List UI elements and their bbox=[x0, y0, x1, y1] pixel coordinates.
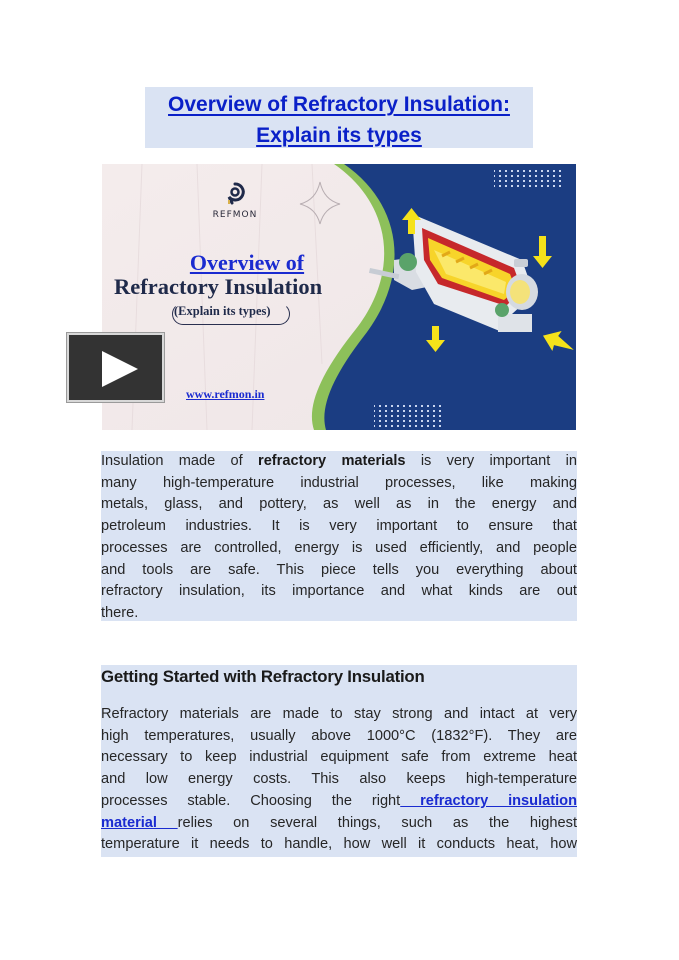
intro-line: many high-temperature industrial processes, like making bbox=[101, 474, 577, 491]
hero-url: www.refmon.in bbox=[186, 387, 265, 401]
bold-term: refractory materials bbox=[258, 453, 406, 469]
section-line: processes stable. Choosing the right refractory insulation bbox=[101, 792, 577, 809]
refmon-logo-icon bbox=[223, 180, 247, 206]
intro-line: petroleum industries. It is very important to ensure that bbox=[101, 518, 577, 535]
section-line: necessary to keep industrial equipment safe from extreme heat bbox=[101, 749, 577, 766]
page-title-line2[interactable]: Explain its types bbox=[256, 124, 422, 147]
section-line: and low energy costs. This also keeps high-temperature bbox=[101, 771, 577, 788]
intro-line: processes are controlled, energy is used efficiently, and people bbox=[101, 539, 577, 556]
intro-line: there. bbox=[101, 604, 139, 621]
intro-paragraph bbox=[101, 451, 577, 621]
intro-line: and tools are safe. This piece tells you everything about bbox=[101, 561, 577, 578]
section-line: high temperatures, usually above 1000°C (1832°F). They are bbox=[101, 727, 577, 744]
page-title-line1[interactable]: Overview of Refractory Insulation: bbox=[168, 93, 510, 116]
page-title bbox=[145, 87, 533, 148]
section-line: temperature it needs to handle, how well it conducts heat, how bbox=[101, 836, 577, 853]
refractory-insulation-material-link[interactable]: refractory insulation bbox=[400, 792, 577, 809]
section-paragraph bbox=[101, 695, 577, 857]
intro-line: refractory insulation, its importance and what kinds are out bbox=[101, 583, 577, 600]
section-heading: Getting Started with Refractory Insulation bbox=[101, 665, 577, 695]
intro-line: Insulation made of refractory materials is very important in bbox=[101, 453, 577, 469]
hero-banner-image bbox=[102, 164, 576, 430]
play-icon bbox=[102, 351, 138, 387]
intro-line: metals, glass, and pottery, as well as in the energy and bbox=[101, 496, 577, 513]
hero-subtitle: (Explain its types) bbox=[174, 304, 271, 318]
hero-headline: Refractory Insulation bbox=[114, 274, 323, 299]
hero-headline-link: Overview of bbox=[189, 250, 305, 275]
section-line: Refractory materials are made to stay strong and intact at very bbox=[101, 706, 577, 722]
brand-name: REFMON bbox=[212, 210, 258, 220]
refractory-insulation-material-link-cont[interactable]: material bbox=[101, 814, 178, 831]
section-line: material relies on several things, such as the highest bbox=[101, 814, 577, 831]
video-play-button[interactable] bbox=[67, 333, 164, 402]
